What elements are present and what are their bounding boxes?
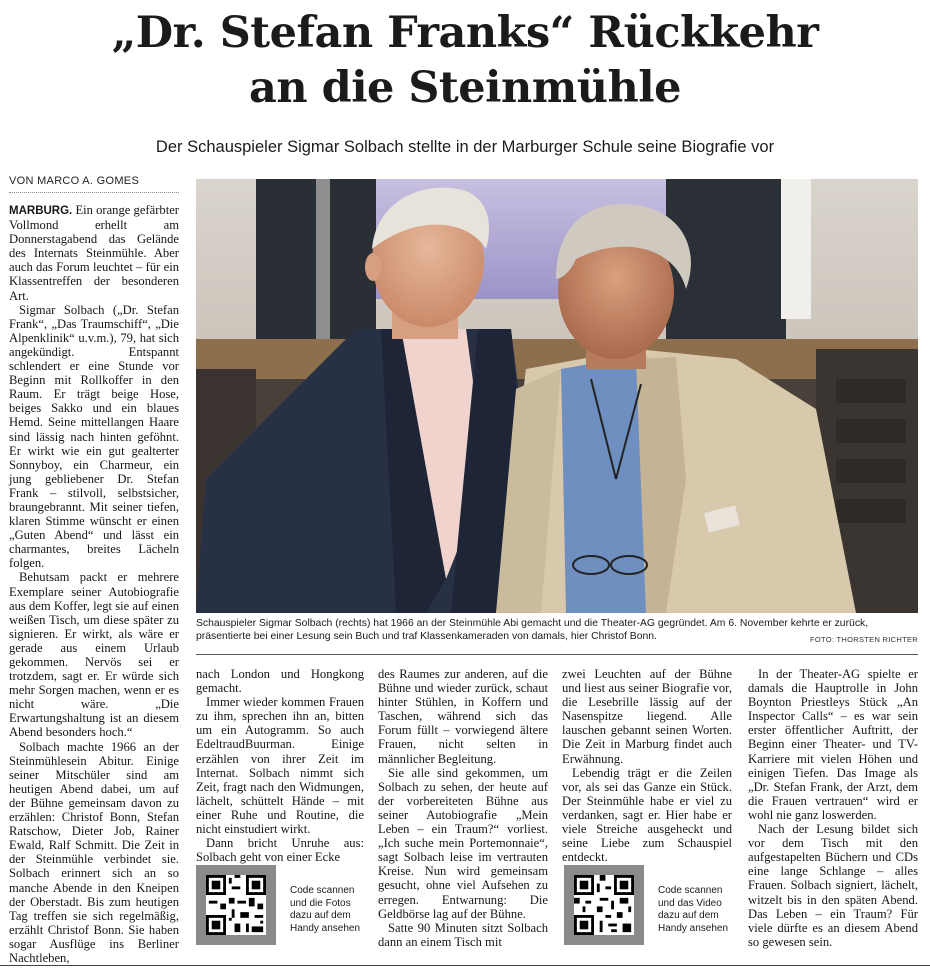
qr-text-photos: Code scannen und die Fotos dazu auf dem Handy ansehen [290,885,361,934]
qr-text-video: Code scannen und das Video dazu auf dem Handy ansehen [658,885,729,934]
photo-caption: Schauspieler Sigmar Solbach (rechts) hat 1966 an der Steinmühle Abi gemacht und die Theater-AG gegründet. Am 6. November kehrte er zurück, präsentierte bei einer Lesung sein Buch und traf Klassenkameraden von damals, hier Christof Bonn. [196,618,869,642]
article-photo [196,179,918,613]
qr-code-icon [206,875,266,935]
qr-code-icon [574,875,634,935]
paragraph: Satte 90 Minuten sitzt Solbach dann an einem Tisch mit [378,920,548,949]
paragraph: Sie alle sind gekommen, um Solbach zu sehen, der heute auf der vorbereiteten Bühne aus seiner Autobiografie „Mein Leben – ein Traum?“ vorliest. „Ich suche mein Portemonnaie“, sagt Solbach leise im vertrauten Kreise. Nun wird gemeinsam gesucht, ohne viel Aufsehen zu erregen. Entwarnung: Die Geldbörse lag auf der Bühne. [378,765,548,921]
article-column-5 [748,667,918,949]
dateline: MARBURG. [9,205,73,217]
paragraph: zwei Leuchten auf der Bühne und liest aus seiner Biografie vor, die Lesebrille lässig auf der Nasenspitze liegend. Alle lauschen gebannt seinen Worten. Die Zeit in Marburg findet auch Erwähnung. [562,667,732,766]
paragraph: Lebendig trägt er die Zeilen vor, als sei das Ganze ein Stück. Der Steinmühle habe er viel zu verdanken, sagt er. Hier habe er viele Streiche ausgeheckt und seine Liebe zum Schauspiel entdeckt. [562,765,732,865]
photo-illustration [196,179,918,613]
paragraph: Immer wieder kommen Frauen zu ihm, sprechen ihn an, bitten um ein Autogramm. So auch EdeltraudBuurman. Einige erzählen von ihrer Zeit im Internat. Solbach nimmt sich Zeit, fragt nach den Widmungen, lächelt, schüttelt Hände – mit einer Ruhe und Routine, die nicht einstudiert wirkt. [196,695,364,837]
article-column-4 [562,667,732,864]
qr-code-video[interactable] [564,865,644,945]
paragraph: des Raumes zur anderen, auf die Bühne und wieder zurück, schaut hinter Stühlen, in Koffern und Taschen, während sich das Forum füllt – vorwiegend ältere Frauen, nicht selten in männlicher Begleitung. [378,667,548,766]
byline-divider [9,192,179,193]
article-column-2 [196,667,364,864]
qr-pattern [574,875,634,935]
page-bottom-rule [0,965,930,966]
subheadline: Der Schauspieler Sigmar Solbach stellte in der Marburger Schule seine Biografie vor [155,138,775,156]
paragraph: Solbach machte 1966 an der Steinmühlesein Abitur. Einige seiner Mitschüler sind am heutigen Abend dabei, um auf der Bühne gemeinsam davon zu erzählen: Christof Bonn, Stefan Ratschow, Dieter Job, Rainer Ewald, Ralf Schmitt. Die Zeit in der Steinmühle verbindet sie. Solbach erinnert sich an so manche Abende in den Kneipen der Oberstadt. Bis zum heutigen Tag treffen sie sich regelmäßig, erzählt Christof Bonn. Sie haben sogar Ausflüge ins Berliner Nachtleben, [9,739,179,965]
article-column-1 [9,203,179,965]
paragraph: Dann bricht Unruhe aus: Solbach geht von einer Ecke [196,836,364,865]
article-column-3 [378,667,548,949]
paragraph: nach London und Hongkong gemacht. [196,667,364,696]
paragraph: MARBURG. Ein orange gefärbter Vollmond erhellt am Donnerstagabend das Gelände des Internats Steinmühle. Aber auch das Forum leuchtet – für ein Klassentreffen der besonderen Art. [9,203,179,303]
headline [0,6,930,116]
headline-line-2: an die Steinmühle [249,63,681,113]
qr-code-photos[interactable] [196,865,276,945]
paragraph: In der Theater-AG spielte er damals die Hauptrolle in John Boynton Priestleys Stück „An Inspector Calls“ – es war sein erster öffentlicher Auftritt, der Beginn einer Theater- und TV-Karriere mit vielen Höhen und einigen Tiefen. Das Image als „Dr. Stefan Frank, der Arzt, dem die Frauen vertrauen“ wird er wohl nie ganz loswerden. [748,667,918,822]
caption-divider [196,654,918,655]
paragraph: Behutsam packt er mehrere Exemplare seiner Autobiografie aus dem Koffer, legt sie auf einen weißen Tisch, um diese später zu signieren. Er wirkt, als wäre er gerade aus einem Urlaub gekommen. Nervös sei er trotzdem, sagt er. Er würde sich mehr Sorgen machen, wenn er es nicht wäre. „Die Erwartungshaltung ist an diesem Abend besonders hoch.“ [9,570,179,740]
paragraph: Nach der Lesung bildet sich vor dem Tisch mit den aufgestapelten Büchern und CDs eine lange Schlange – alles Frauen. Solbach signiert, lächelt, witzelt bis in den späten Abend. Das Leben – ein Traum? Für viele dürfte es an diesem Abend so gewesen sein. [748,822,918,949]
headline-line-1: „Dr. Stefan Franks“ Rückkehr [111,8,819,58]
qr-pattern [206,875,266,935]
paragraph: Sigmar Solbach („Dr. Stefan Frank“, „Das Traumschiff“, „Die Alpenklinik“ u.v.m.), 79, hat sich angekündigt. Entspannt schlendert er eine Stunde vor Beginn mit Rollkoffer in den Raum. Er trägt beige Hose, beiges Sakko und ein blaues Hemd. Seine mittellangen Haare sind lässig nach hinten geföhnt. Er wirkt wie ein gut gealterter Sonnyboy, ein Charmeur, ein jung gebliebener Dr. Stefan Frank – stilvoll, selbstsicher, braungebrannt. Mit seiner tiefen, klaren Stimme wünscht er einen „Guten Abend“ und lässt ein charmantes, breites Lächeln folgen. [9,302,179,571]
byline: VON MARCO A. GOMES [9,175,140,187]
photo-credit: FOTO: THORSTEN RICHTER [810,635,918,644]
